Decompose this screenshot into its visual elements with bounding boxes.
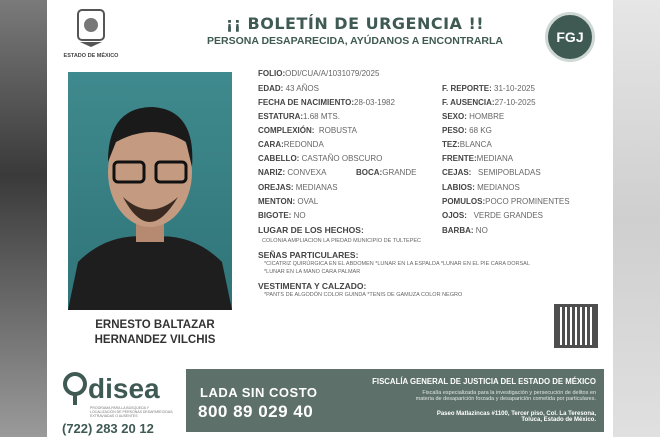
field-edad: EDAD: 43 AÑOS <box>258 84 319 93</box>
field-sexo: SEXO: HOMBRE <box>442 112 505 121</box>
page-title: ¡¡ BOLETÍN DE URGENCIA !! <box>225 14 485 33</box>
field-bigote: BIGOTE: NO <box>258 211 306 220</box>
background-blur-left <box>0 0 48 437</box>
field-menton: MENTON: OVAL <box>258 197 319 206</box>
field-folio: FOLIO:ODI/CUA/A/1031079/2025 <box>258 69 380 78</box>
field-ausencia: F. AUSENCIA:27-10-2025 <box>442 98 536 107</box>
field-complexion: COMPLEXIÓN: ROBUSTA <box>258 126 357 135</box>
senas-line-1: *CICATRIZ QUIRÚRGICA EN EL ABDOMEN *LUNAR EN LA ESPALDA *LUNAR EN EL PIE CARA DORSAL <box>264 261 530 267</box>
field-ojos: OJOS: VERDE GRANDES <box>442 211 543 220</box>
senas-label: SEÑAS PARTICULARES: <box>258 250 359 260</box>
field-labios: LABIOS: MEDIANOS <box>442 183 520 192</box>
field-cabello: CABELLO: CASTAÑO OBSCURO <box>258 154 383 163</box>
name-line-1: ERNESTO BALTAZAR <box>95 319 215 331</box>
field-tez: TEZ:BLANCA <box>442 140 492 149</box>
lugar-value: COLONIA AMPLIACION LA PIEDAD MUNICIPIO DE TULTEPEC <box>262 238 422 244</box>
field-boca: BOCA:GRANDE <box>356 168 417 177</box>
field-reporte: F. REPORTE: 31-10-2025 <box>442 84 535 93</box>
person-photo <box>68 72 232 310</box>
fgj-logo: FGJ <box>545 12 595 62</box>
odisea-caption: PROGRAMA PARA LA BÚSQUEDA Y LOCALIZACIÓN DE PERSONAS DESAPARECIDAS, EXTRAVIADAS O AUSENTES <box>90 406 174 418</box>
state-logo <box>62 8 120 64</box>
field-peso: PESO: 68 KG <box>442 126 492 135</box>
fiscalia-title: FISCALÍA GENERAL DE JUSTICIA DEL ESTADO DE MÉXICO <box>372 377 596 386</box>
person-name <box>70 318 240 348</box>
background-blur-right <box>610 0 660 437</box>
state-seal-icon <box>74 8 108 48</box>
vestimenta-label: VESTIMENTA Y CALZADO: <box>258 281 367 291</box>
lada-label: LADA SIN COSTO <box>200 385 318 400</box>
state-logo-text: ESTADO DE MÉXICO <box>63 53 119 59</box>
lada-number[interactable]: 800 89 029 40 <box>198 402 314 421</box>
person-silhouette-icon <box>68 72 232 310</box>
field-frente: FRENTE:MEDIANA <box>442 154 514 163</box>
odisea-wordmark: disea <box>88 373 160 404</box>
field-nariz: NARIZ: CONVEXA <box>258 168 327 177</box>
field-estatura: ESTATURA:1.68 MTS. <box>258 112 340 121</box>
field-pomulos: POMULOS:POCO PROMINENTES <box>442 197 570 206</box>
location-pin-icon <box>62 372 88 406</box>
senas-line-2: *LUNAR EN LA MANO CARA PALMAR <box>264 269 361 275</box>
qr-code[interactable] <box>554 304 598 348</box>
vestimenta-value: *PANTS DE ALGODÓN COLOR GUINDA *TENIS DE GAMUZA COLOR NEGRO <box>264 292 463 298</box>
name-line-2: HERNANDEZ VILCHIS <box>94 334 216 346</box>
field-cara: CARA:REDONDA <box>258 140 324 149</box>
field-nacimiento: FECHA DE NACIMIENTO:28-03-1982 <box>258 98 395 107</box>
lugar-label: LUGAR DE LOS HECHOS: <box>258 225 364 235</box>
field-cejas: CEJAS: SEMIPOBLADAS <box>442 168 541 177</box>
odisea-phone[interactable]: (722) 283 20 12 <box>62 421 154 436</box>
odisea-logo <box>62 372 182 436</box>
field-orejas: OREJAS: MEDIANAS <box>258 183 338 192</box>
page-subtitle: PERSONA DESAPARECIDA, AYÚDANOS A ENCONTRARLA <box>207 35 503 47</box>
field-barba: BARBA: NO <box>442 226 488 235</box>
fiscalia-address: Paseo Matlazincas #1100, Tercer piso, Col. La Teresona, Toluca, Estado de México. <box>436 411 596 423</box>
fiscalia-description: Fiscalía especializada para la investigación y persecución de delitos en materia de desaparición forzada y desaparición cometida por particulares. <box>415 390 596 402</box>
contact-panel <box>186 369 604 432</box>
